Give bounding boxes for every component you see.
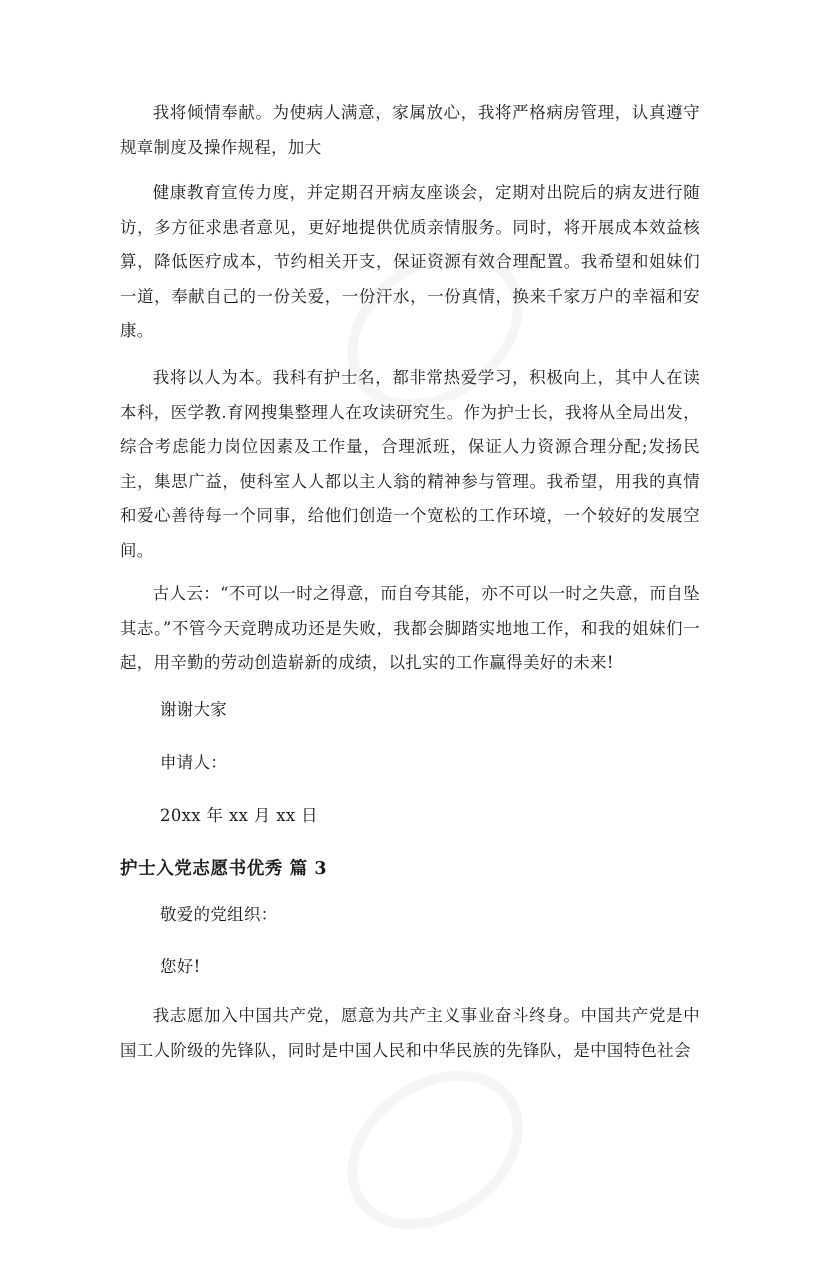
paragraph-join-party: 我志愿加入中国共产党，愿意为共产主义事业奋斗终身。中国共产党是中国工人阶级的先锋队，同时是中国人民和中华民族的先锋队，是中国特色社会 [120,1006,700,1060]
paragraph-ancient-saying: 古人云：“不可以一时之得意，而自夸其能，亦不可以一时之失意，而自坠其志。”不管今天竞聘成功还是失败，我都会脚踏实地地工作，和我的姐妹们一起，用辛勤的劳动创造崭新的成绩，以扎实的工作赢得美好的未来! [120,584,700,672]
paragraph-dedication: 我将倾情奉献。为使病人满意，家属放心，我将严格病房管理，认真遵守规章制度及操作规程，加大 [120,103,700,157]
date-line: 20xx 年 xx 月 xx 日 [160,806,318,825]
greeting-text: 敬爱的党组织： [160,905,278,924]
applicant-label: 申请人： [160,753,228,772]
paragraph-health-education: 健康教育宣传力度，并定期召开病友座谈会，定期对出院后的病友进行随访，多方征求患者意见，更好地提供优质亲情服务。同时，将开展成本效益核算，降低医疗成本，节约相关开支，保证资源有效合理配置。我希望和姐妹们一道，奉献自己的一份关爱，一份汗水，一份真情，换来千家万户的幸福和安康。 [120,183,700,340]
paragraph-people-oriented: 我将以人为本。我科有护士名，都非常热爱学习，积极向上，其中人在读本科，医学教.育网搜集整理人在攻读研究生。作为护士长，我将从全局出发，综合考虑能力岗位因素及工作量，合理派班，保证人力资源合理分配;发扬民主，集思广益，使科室人人都以主人翁的精神参与管理。我希望，用我的真情和爱心善待每一个同事，给他们创造一个宽松的工作环境，一个较好的发展空间。 [120,368,700,560]
thanks-text: 谢谢大家 [160,700,228,719]
hello-text: 您好! [160,957,201,976]
section-heading: 护士入党志愿书优秀 篇 3 [120,859,328,879]
watermark-logo [317,1038,553,1262]
